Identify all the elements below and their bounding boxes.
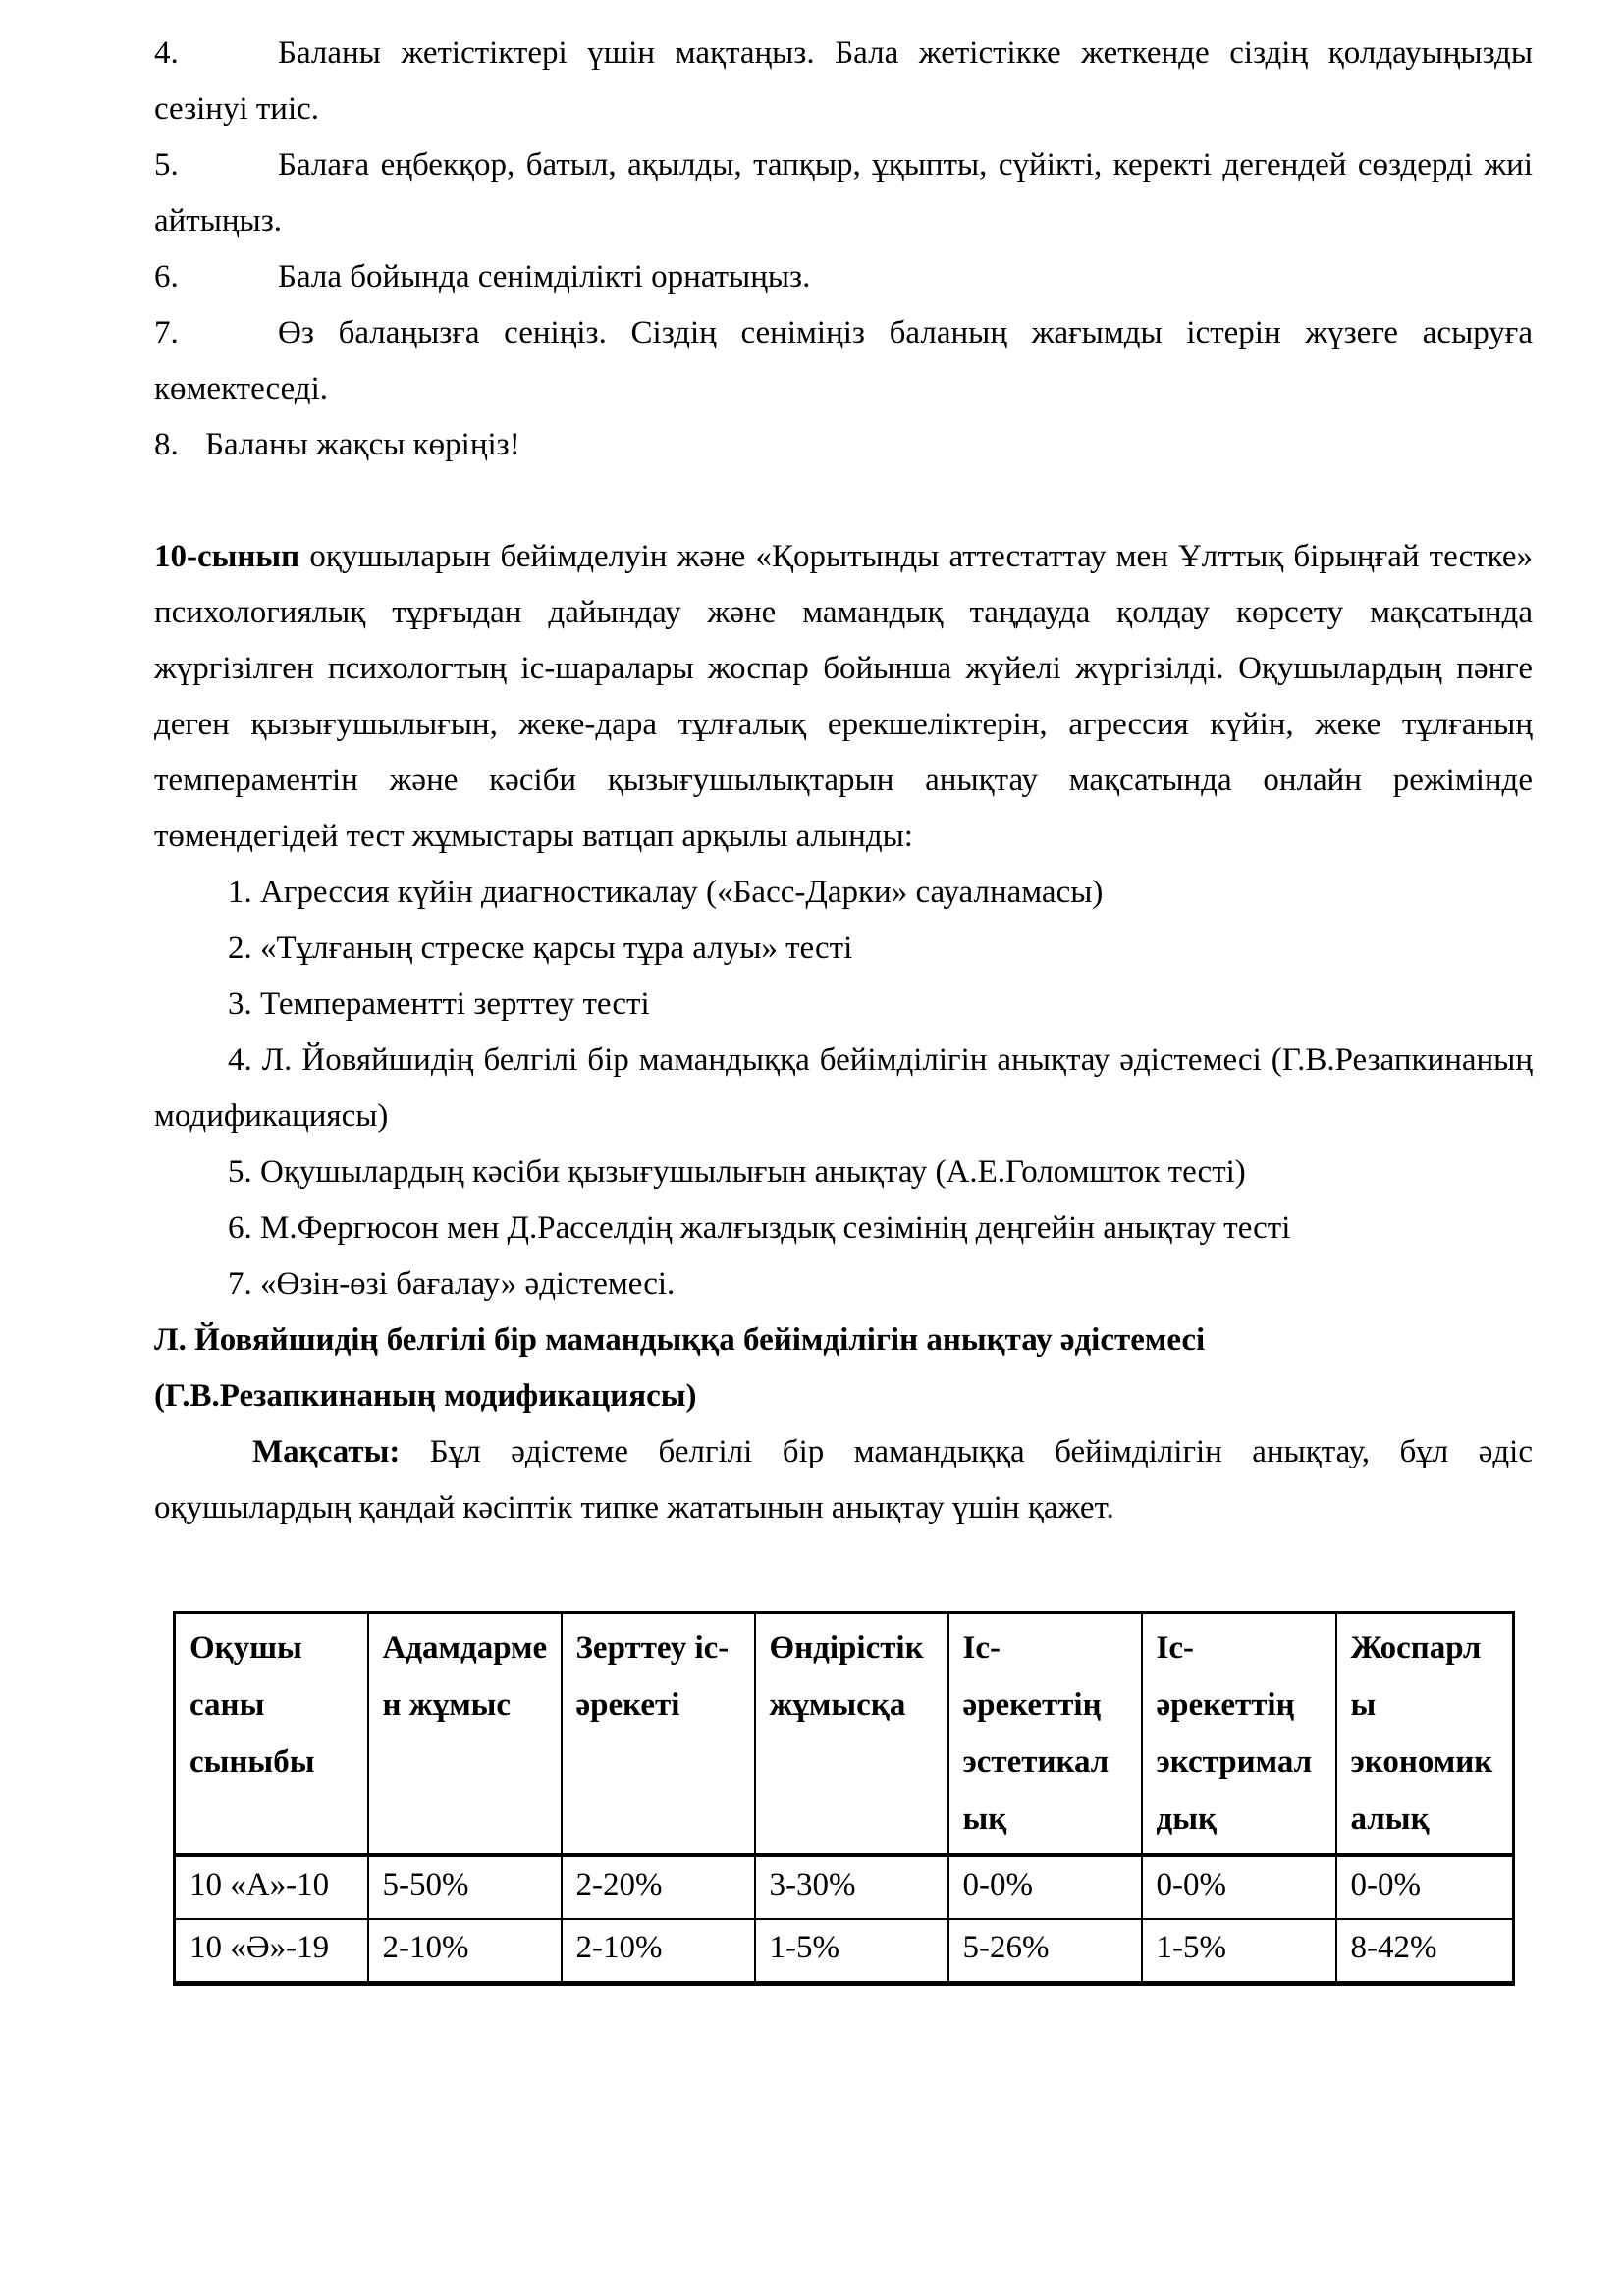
- text-content: [154, 26, 1533, 1986]
- paragraph-grade-10-body: оқушыларын бейімделуін және «Қорытынды аттестаттау мен Ұлттық бірыңғай тестке» психологиялық тұрғыдан дайындау және мамандық таңдауда қолдау көрсету мақсатында жүргізілген психологтың іс-шаралары жоспар бойынша жүйелі жүргізілді. Оқушылардың пәнге деген қызығушылығын, жеке-дара тұлғалық ерекшеліктерін, агрессия күйін, жеке тұлғаның темпераментін және кәсіби қызығушылықтарын анықтау мақсатында онлайн режімінде төмендегідей тест жұмыстары ватцап арқылы алынды:: [154, 539, 1533, 854]
- table-row-10ae: [175, 1919, 1514, 1984]
- cell-class-10a: 10 «А»-10: [175, 1855, 368, 1919]
- cell-10a-people: 5-50%: [368, 1855, 562, 1919]
- cell-10ae-industrial: 1-5%: [755, 1919, 948, 1984]
- test-item-3: 3. Темпераментті зерттеу тесті: [228, 987, 650, 1022]
- purpose-text: Бұл әдістеме белгілі бір мамандыққа бейімділігін анықтау, бұл әдіс оқушылардың қандай кәсіптік типке жататынын анықтау үшін қажет.: [154, 1434, 1533, 1525]
- cell-10ae-research: 2-10%: [562, 1919, 755, 1984]
- list-item-4-text: Баланы жетістіктері үшін мақтаңыз. Бала жетістікке жеткенде сіздің қолдауыңызды сезінуі тиіс.: [154, 35, 1533, 127]
- cell-10a-extreme: 0-0%: [1142, 1855, 1336, 1919]
- list-item-6-number: 6.: [154, 259, 179, 294]
- list-item-8-number: 8.: [154, 427, 179, 462]
- results-table-header: [175, 1613, 1514, 1856]
- list-item-4: [154, 26, 1533, 137]
- table-row-10a: [175, 1855, 1514, 1919]
- list-item-7: [154, 305, 1533, 417]
- list-item-5-number: 5.: [154, 147, 179, 183]
- test-item-5: 5. Оқушылардың кәсіби қызығушылығын анықтау (А.Е.Голомшток тесті): [228, 1154, 1246, 1190]
- col-header-research-activity: Зерттеу іс-әрекеті: [562, 1613, 755, 1856]
- cell-10a-industrial: 3-30%: [755, 1855, 948, 1919]
- test-item-4: 4. Л. Йовяйшидің белгілі бір мамандыққа бейімділігін анықтау әдістемесі (Г.В.Резапкинаның модификациясы): [154, 1042, 1533, 1134]
- list-item-8-text: Баланы жақсы көріңіз!: [205, 427, 520, 462]
- test-item-7: 7. «Өзін-өзі бағалау» әдістемесі.: [228, 1266, 676, 1302]
- col-header-industrial-work: Өндірістік жұмысқа: [755, 1613, 948, 1856]
- purpose-label: Мақсаты:: [252, 1434, 401, 1469]
- test-item-6: 6. М.Фергюсон мен Д.Расселдің жалғыздық сезімінің деңгейін анықтау тесті: [228, 1210, 1291, 1246]
- col-header-extreme-activity: Іс-әрекеттің экстрималдық: [1142, 1613, 1336, 1856]
- results-table-body: [175, 1855, 1514, 1984]
- col-header-class-size: Оқушы саны сыныбы: [175, 1613, 368, 1856]
- paragraph-grade-10-lead: 10-сынып: [154, 539, 300, 574]
- list-item-8: [154, 417, 1533, 473]
- cell-10ae-people: 2-10%: [368, 1919, 562, 1984]
- list-item-4-number: 4.: [154, 35, 179, 71]
- test-item-1: 1. Агрессия күйін диагностикалау («Басс-Дарки» сауалнамасы): [228, 875, 1104, 910]
- cell-10ae-economic: 8-42%: [1336, 1919, 1514, 1984]
- list-item-5-text: Балаға еңбекқор, батыл, ақылды, тапқыр, ұқыпты, сүйікті, керекті дегендей сөздерді жиі айтыңыз.: [154, 147, 1533, 239]
- col-header-planned-economic: Жоспарлы экономикалық: [1336, 1613, 1514, 1856]
- cell-10ae-aesthetic: 5-26%: [948, 1919, 1142, 1984]
- method-heading-line-2: (Г.В.Резапкинаның модификациясы): [154, 1378, 697, 1414]
- list-item-7-number: 7.: [154, 315, 179, 350]
- col-header-work-with-people: Адамдармен жұмыс: [368, 1613, 562, 1856]
- cell-class-10ae: 10 «Ә»-19: [175, 1919, 368, 1984]
- col-header-aesthetic-activity: Іс-әрекеттің эстетикалық: [948, 1613, 1142, 1856]
- cell-10a-aesthetic: 0-0%: [948, 1855, 1142, 1919]
- list-item-6-text: Бала бойында сенімділікті орнатыңыз.: [278, 259, 811, 294]
- cell-10a-economic: 0-0%: [1336, 1855, 1514, 1919]
- list-item-7-text: Өз балаңызға сеніңіз. Сіздің сеніміңіз баланың жағымды істерін жүзеге асыруға көмектеседі.: [154, 315, 1533, 406]
- paragraph-grade-10: [154, 529, 1533, 865]
- cell-10ae-extreme: 1-5%: [1142, 1919, 1336, 1984]
- table-header-row: [175, 1613, 1514, 1856]
- test-item-2: 2. «Тұлғаның стреске қарсы тұра алуы» тесті: [228, 931, 853, 966]
- method-heading-line-1: Л. Йовяйшидің белгілі бір мамандыққа бейімділігін анықтау әдістемесі: [154, 1322, 1206, 1358]
- results-table: [173, 1611, 1515, 1986]
- list-item-6: [154, 249, 1533, 305]
- cell-10a-research: 2-20%: [562, 1855, 755, 1919]
- purpose-paragraph: [154, 1424, 1533, 1536]
- list-item-5: [154, 137, 1533, 249]
